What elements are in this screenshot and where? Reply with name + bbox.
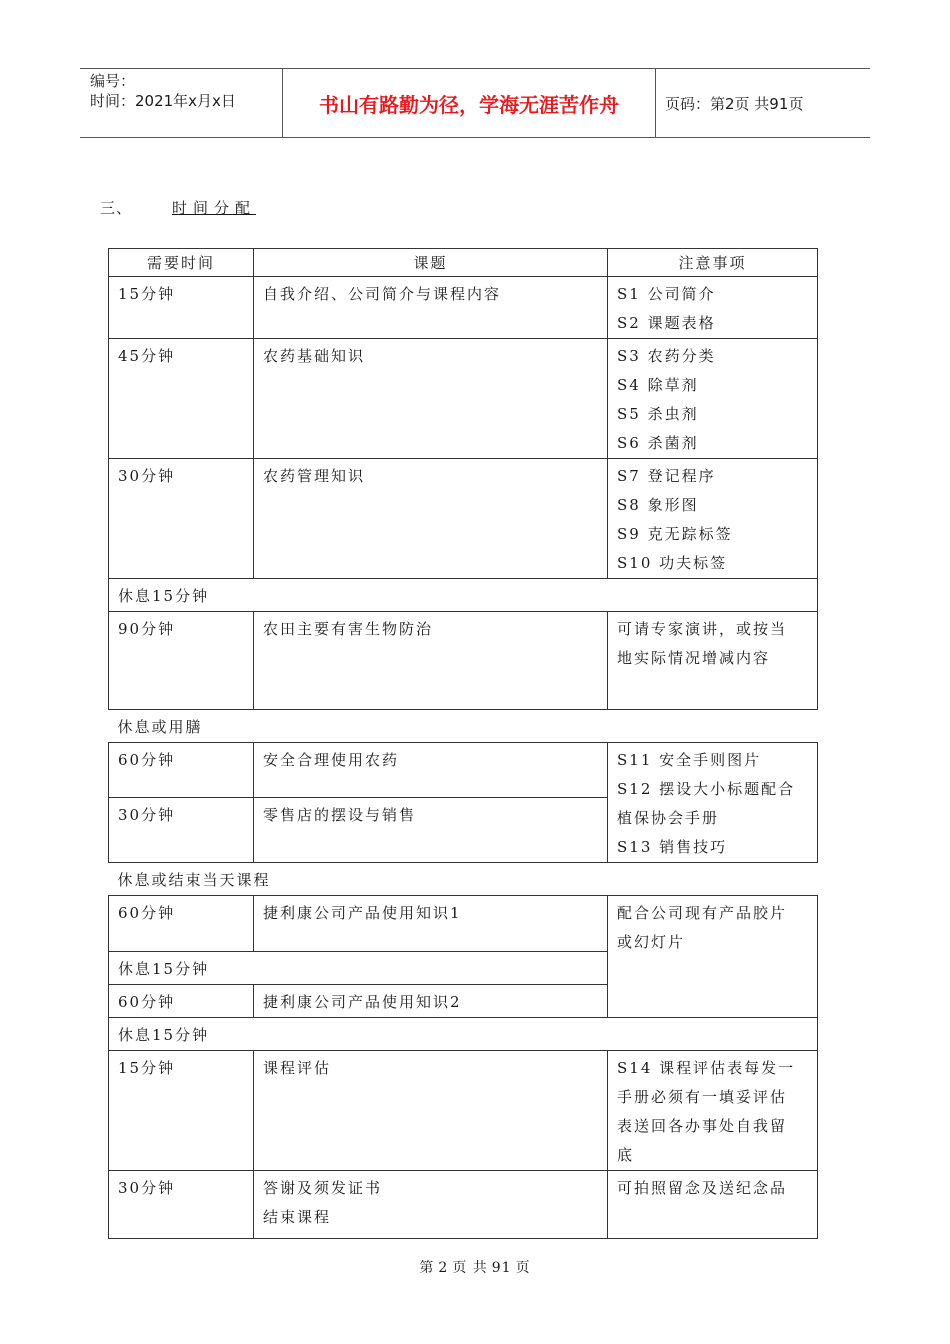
footer-page-number: 2 (438, 1260, 449, 1276)
note-line: S7 登记程序 (617, 467, 716, 485)
note-line: S3 农药分类 (617, 347, 716, 365)
page-footer (0, 1257, 950, 1277)
document-date-label: 时间：2021年x月x日 (90, 92, 236, 110)
footer-suffix: 页 (515, 1260, 531, 1276)
note-line: 手册必须有一填妥评估 (617, 1088, 788, 1106)
notes-cell (608, 277, 818, 339)
table-row (109, 1051, 818, 1171)
break-cell: 休息或用膳 (117, 718, 203, 736)
topic-line: 答谢及须发证书 (263, 1179, 383, 1197)
note-line: S5 杀虫剂 (617, 405, 699, 423)
note-line: S13 销售技巧 (617, 838, 728, 856)
note-line: S4 除草剂 (617, 376, 699, 394)
note-line: S10 功夫标签 (617, 554, 728, 572)
time-cell: 60分钟 (109, 985, 254, 1018)
header-cell-notes: 注意事项 (608, 249, 818, 277)
topic-cell: 课程评估 (254, 1051, 608, 1171)
note-line: 植保协会手册 (617, 809, 720, 827)
header-cell-time: 需要时间 (109, 249, 254, 277)
note-line: 表送回各办事处自我留 (617, 1117, 788, 1135)
notes-cell (608, 1171, 818, 1239)
note-line: 底 (617, 1146, 635, 1164)
time-cell: 60分钟 (109, 743, 254, 798)
topic-cell: 自我介绍、公司简介与课程内容 (254, 277, 608, 339)
time-cell: 30分钟 (109, 798, 254, 863)
topic-cell: 捷利康公司产品使用知识1 (254, 896, 608, 952)
topic-cell: 农药基础知识 (254, 339, 608, 459)
note-line: S9 克无踪标签 (617, 525, 733, 543)
time-cell: 15分钟 (109, 277, 254, 339)
topic-cell: 零售店的摆设与销售 (254, 798, 608, 863)
table-row (109, 896, 818, 952)
header-cell-topic: 课题 (254, 249, 608, 277)
break-cell: 休息15分钟 (109, 952, 608, 985)
section-number: 三、 (100, 199, 133, 217)
header-page-label: 页码：第2页 共91页 (665, 94, 804, 113)
time-cell: 60分钟 (109, 896, 254, 952)
note-line: S11 安全手则图片 (617, 751, 762, 769)
table-row (109, 612, 818, 710)
table-row (109, 459, 818, 579)
header-motto: 书山有路勤为径，学海无涯苦作舟 (282, 69, 656, 137)
time-cell: 30分钟 (109, 1171, 254, 1239)
topic-cell: 农药管理知识 (254, 459, 608, 579)
note-line: 或幻灯片 (617, 933, 686, 951)
footer-total-pages: 91 (491, 1260, 512, 1276)
break-row (109, 863, 818, 896)
notes-cell (608, 743, 818, 863)
section-heading (100, 197, 256, 218)
time-cell: 15分钟 (109, 1051, 254, 1171)
note-line: 配合公司现有产品胶片 (617, 904, 788, 922)
note-line: S14 课程评估表每发一 (617, 1059, 796, 1077)
notes-cell (608, 1051, 818, 1171)
page-header (80, 68, 870, 138)
break-cell: 休息或结束当天课程 (117, 871, 271, 889)
note-line: S6 杀菌剂 (617, 434, 699, 452)
break-row (109, 1018, 818, 1051)
break-row (109, 710, 818, 743)
note-line: 可拍照留念及送纪念品 (617, 1179, 788, 1197)
table-row (109, 743, 818, 798)
footer-mid: 页 共 (452, 1260, 488, 1276)
table-row (109, 277, 818, 339)
note-line: 可请专家演讲，或按当 (617, 620, 788, 638)
topic-cell: 安全合理使用农药 (254, 743, 608, 798)
topic-cell (254, 1171, 608, 1239)
time-cell: 30分钟 (109, 459, 254, 579)
topic-cell: 农田主要有害生物防治 (254, 612, 608, 710)
section-title: 时间分配 (172, 199, 257, 217)
break-row (109, 579, 818, 612)
time-cell: 45分钟 (109, 339, 254, 459)
topic-cell: 捷利康公司产品使用知识2 (254, 985, 608, 1018)
note-line: S1 公司简介 (617, 285, 716, 303)
header-meta (80, 69, 282, 137)
footer-prefix: 第 (419, 1260, 435, 1276)
notes-cell (608, 612, 818, 710)
note-line: S8 象形图 (617, 496, 699, 514)
document-number-label: 编号： (90, 72, 136, 90)
table-row (109, 339, 818, 459)
note-line: S12 摆设大小标题配合 (617, 780, 796, 798)
note-line: S2 课题表格 (617, 314, 716, 332)
notes-cell (608, 459, 818, 579)
notes-cell (608, 339, 818, 459)
schedule-table (108, 248, 818, 1239)
table-row (109, 1171, 818, 1239)
time-cell: 90分钟 (109, 612, 254, 710)
break-cell: 休息15分钟 (109, 1018, 818, 1051)
topic-line: 结束课程 (263, 1208, 332, 1226)
break-cell: 休息15分钟 (109, 579, 818, 612)
note-line: 地实际情况增减内容 (617, 649, 771, 667)
table-header-row (109, 249, 818, 277)
notes-cell (608, 896, 818, 1018)
